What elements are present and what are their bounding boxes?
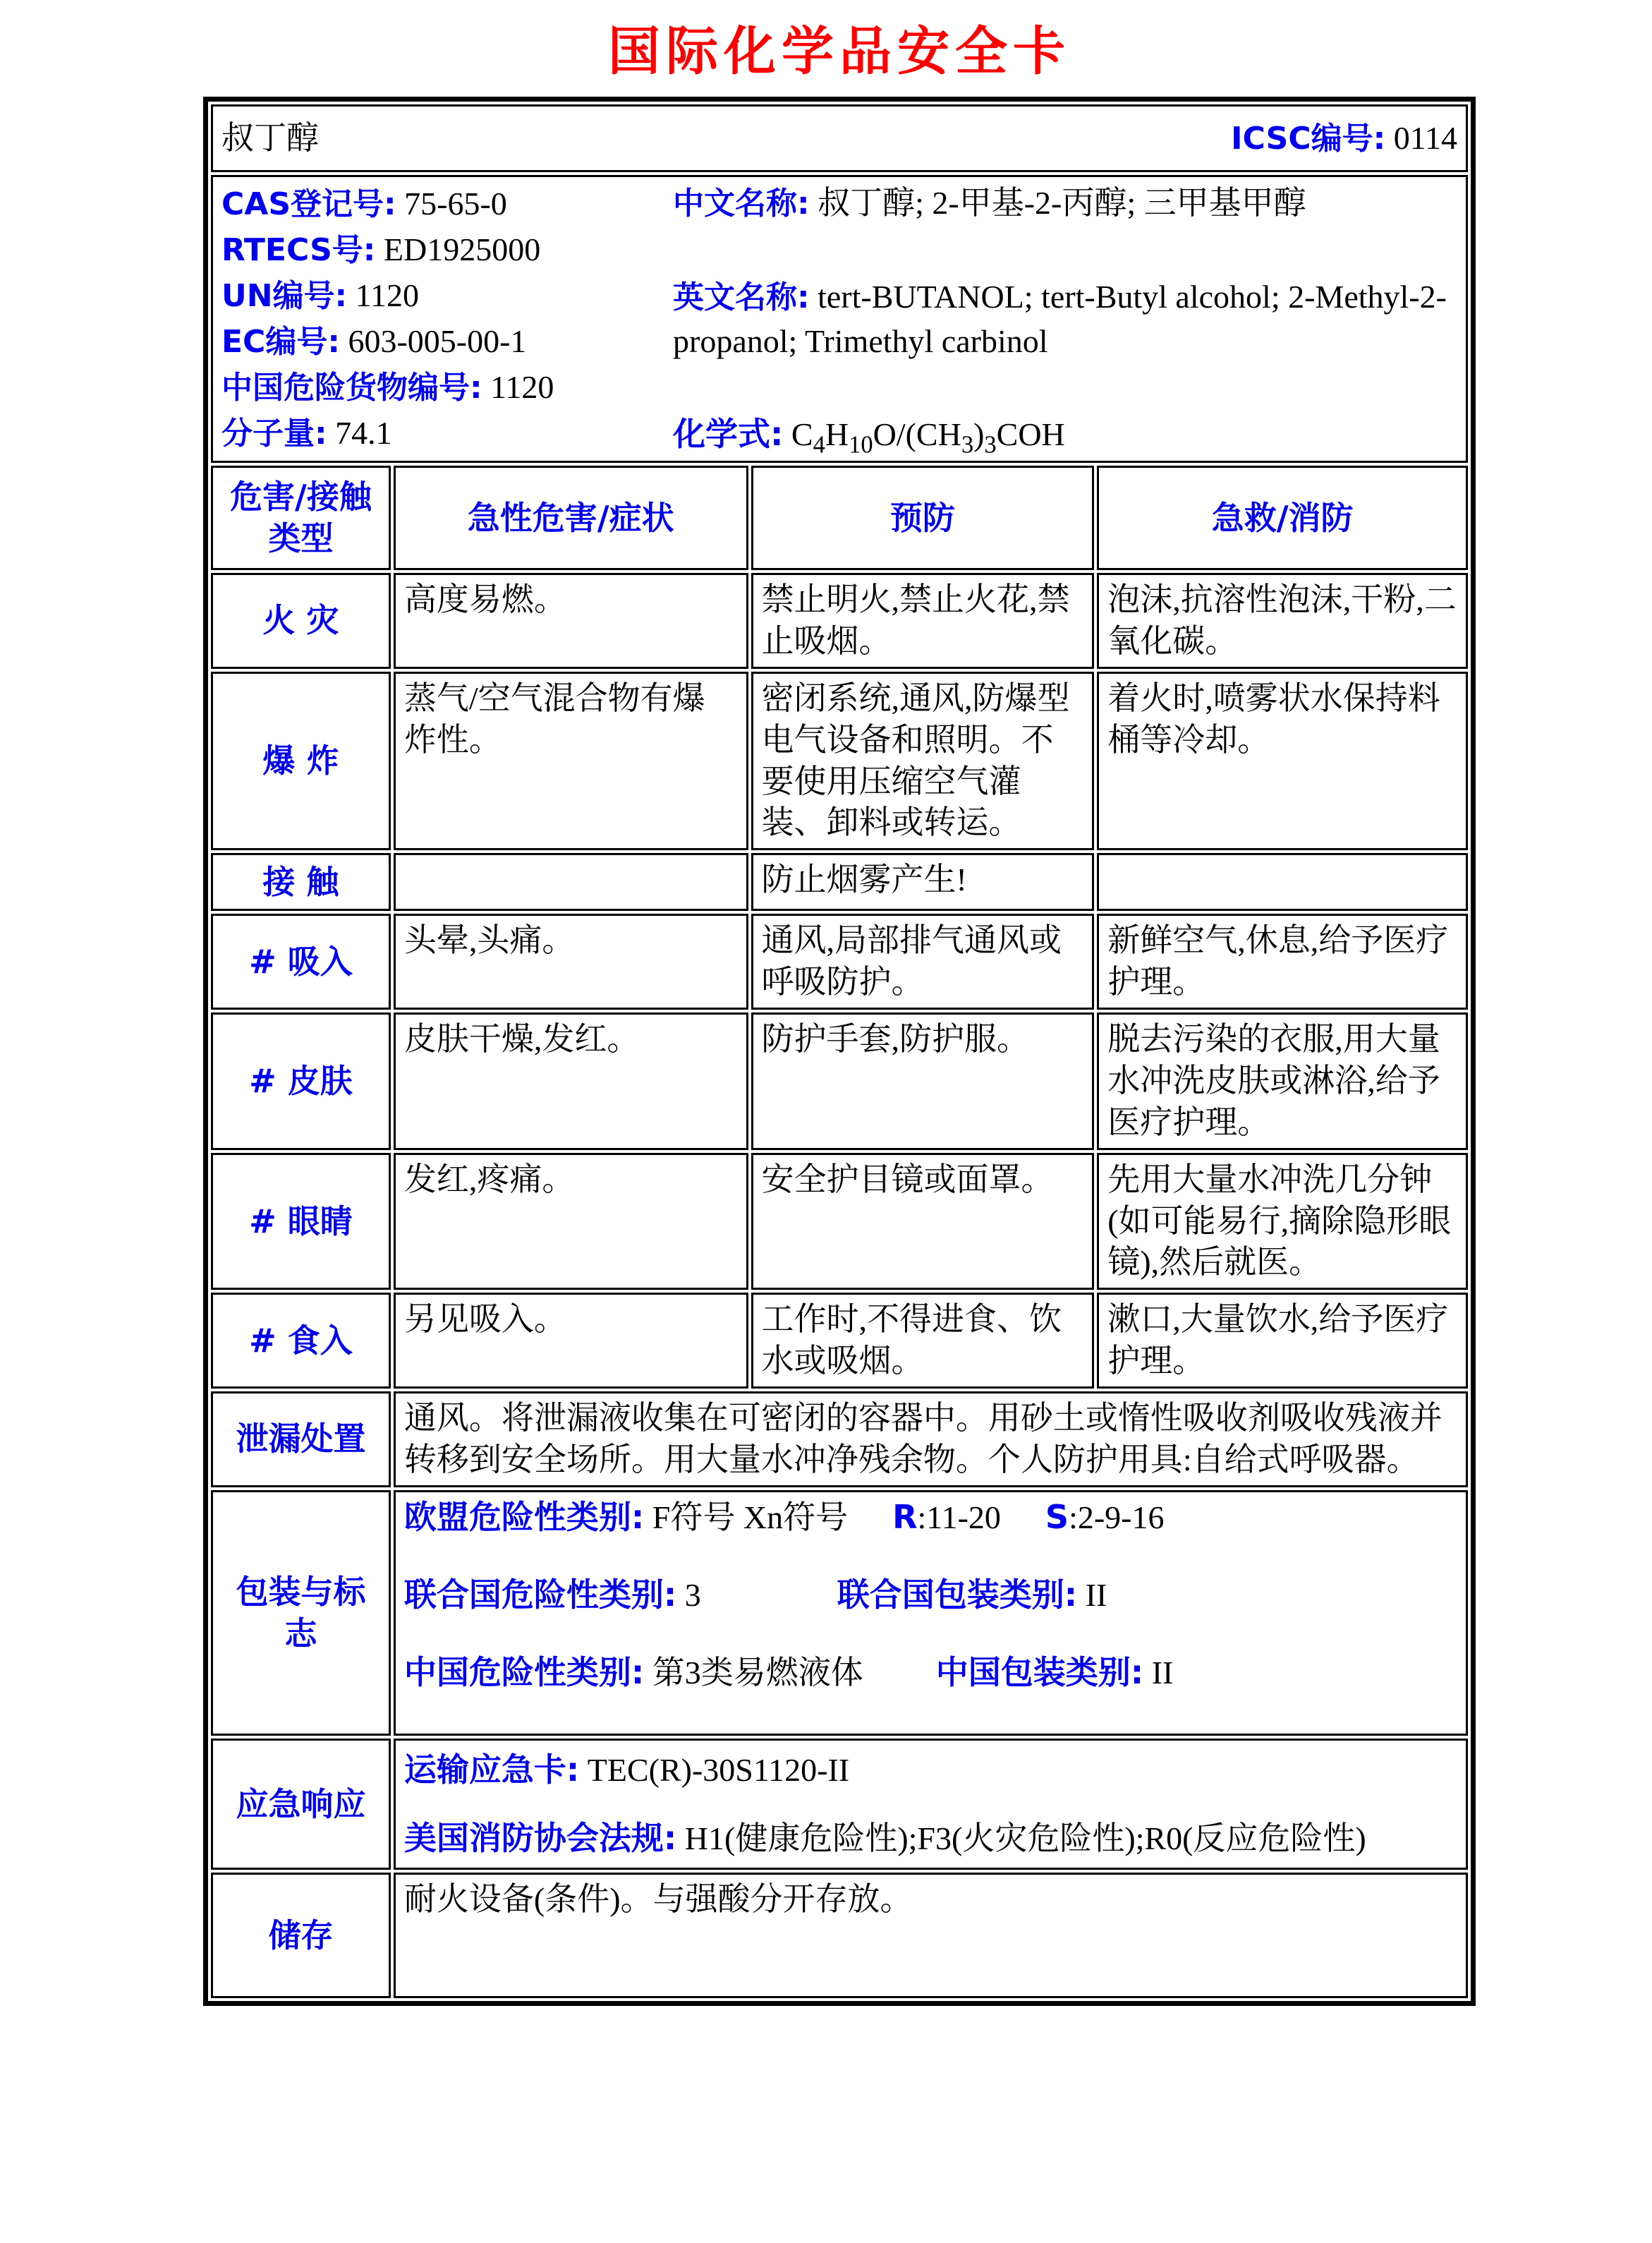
storage-row bbox=[211, 1873, 1468, 1998]
cn-class-line bbox=[404, 1652, 1457, 1694]
skin-symptoms: 皮肤干燥,发红。 bbox=[394, 1012, 748, 1150]
un-class-label: 联合国危险性类别: bbox=[403, 1575, 677, 1614]
rtecs-value: ED1925000 bbox=[383, 231, 541, 267]
inhalation-symptoms: 头晕,头痛。 bbox=[394, 914, 748, 1010]
eyes-label: # 眼睛 bbox=[211, 1153, 391, 1290]
icsc-number-value: 0114 bbox=[1393, 119, 1457, 156]
name-block bbox=[673, 181, 1457, 457]
nfpa-value: H1(健康危险性);F3(火灾危险性);R0(反应危险性) bbox=[684, 1820, 1366, 1857]
formula-line bbox=[673, 412, 1457, 457]
hazard-row-explosion bbox=[211, 672, 1468, 851]
emergency-content bbox=[394, 1739, 1468, 1870]
cn-dangerous-label: 中国危险货物编号: bbox=[221, 370, 482, 406]
fire-prevention: 禁止明火,禁止火花,禁止吸烟。 bbox=[751, 573, 1095, 669]
english-name-value: tert-BUTANOL; tert-Butyl alcohol; 2-Methyl-2-propanol; Trimethyl carbinol bbox=[673, 278, 1447, 359]
eu-class-label: 欧盟危险性类别: bbox=[403, 1497, 645, 1536]
tec-label: 运输应急卡: bbox=[403, 1750, 580, 1789]
spill-label: 泄漏处置 bbox=[211, 1391, 391, 1487]
contact-symptoms bbox=[394, 853, 748, 911]
spill-content: 通风。将泄漏液收集在可密闭的容器中。用砂土或惰性吸收剂吸收残液并转移到安全场所。用大量水冲净残余物。个人防护用具:自给式呼吸器。 bbox=[394, 1391, 1468, 1487]
hazard-row-eyes bbox=[211, 1153, 1468, 1290]
un-value: 1120 bbox=[355, 277, 419, 313]
explosion-symptoms: 蒸气/空气混合物有爆炸性。 bbox=[394, 672, 748, 851]
nfpa-line bbox=[404, 1813, 1457, 1863]
packaging-row bbox=[211, 1490, 1468, 1736]
s-phrase-value: :2-9-16 bbox=[1069, 1499, 1165, 1535]
hazard-type-header: 危害/接触 类型 bbox=[211, 466, 391, 570]
storage-label: 储存 bbox=[211, 1873, 391, 1998]
identifier-ec bbox=[221, 319, 673, 365]
un-class-line bbox=[404, 1574, 1457, 1616]
r-phrase-value: :11-20 bbox=[917, 1499, 1001, 1535]
chemical-name: 叔丁醇 bbox=[221, 119, 319, 156]
card-header-cell bbox=[211, 104, 1468, 172]
spill-row bbox=[211, 1391, 1468, 1487]
rtecs-label: RTECS号: bbox=[221, 232, 376, 268]
tec-value: TEC(R)-30S1120-II bbox=[587, 1751, 850, 1788]
molweight-value: 74.1 bbox=[335, 415, 392, 451]
contact-label: 接 触 bbox=[211, 853, 391, 911]
chinese-name-line bbox=[673, 181, 1457, 226]
cn-class-value: 第3类易燃液体 bbox=[652, 1654, 863, 1691]
ec-value: 603-005-00-1 bbox=[348, 323, 527, 359]
packaging-label: 包装与标志 bbox=[211, 1490, 391, 1736]
r-phrase-label: R bbox=[892, 1497, 918, 1536]
chemical-formula: $C_4H_{10}O/(CH_3)_3COH$ bbox=[791, 416, 1065, 459]
ec-label: EC编号: bbox=[221, 324, 340, 360]
icsc-card-table bbox=[203, 97, 1476, 2006]
eyes-symptoms: 发红,疼痛。 bbox=[394, 1153, 748, 1290]
firstaid-header: 急救/消防 bbox=[1097, 466, 1468, 570]
hazard-row-inhalation bbox=[211, 914, 1468, 1010]
hazard-header-row bbox=[211, 466, 1468, 570]
molweight-label: 分子量: bbox=[221, 416, 327, 452]
tec-line bbox=[404, 1745, 1457, 1795]
ingestion-firstaid: 漱口,大量饮水,给予医疗护理。 bbox=[1097, 1293, 1468, 1389]
emergency-row bbox=[211, 1739, 1468, 1870]
formula-label: 化学式: bbox=[673, 415, 784, 453]
icsc-number-label: ICSC编号: bbox=[1231, 120, 1386, 157]
nfpa-label: 美国消防协会法规: bbox=[403, 1819, 677, 1858]
skin-prevention: 防护手套,防护服。 bbox=[751, 1012, 1095, 1150]
un-label: UN编号: bbox=[221, 278, 348, 314]
fire-firstaid: 泡沫,抗溶性泡沫,干粉,二氧化碳。 bbox=[1097, 573, 1468, 669]
cas-value: 75-65-0 bbox=[404, 186, 507, 222]
hazard-row-ingestion bbox=[211, 1293, 1468, 1389]
cn-dangerous-value: 1120 bbox=[490, 369, 554, 405]
eyes-prevention: 安全护目镜或面罩。 bbox=[751, 1153, 1095, 1290]
identifier-un bbox=[221, 273, 673, 319]
prevention-header: 预防 bbox=[751, 466, 1095, 570]
cas-label: CAS登记号: bbox=[221, 186, 396, 222]
ingestion-label: # 食入 bbox=[211, 1293, 391, 1389]
english-name-label: 英文名称: bbox=[673, 279, 810, 315]
packaging-content bbox=[394, 1490, 1468, 1736]
contact-firstaid bbox=[1097, 853, 1468, 911]
un-pack-value: II bbox=[1085, 1576, 1107, 1613]
storage-content: 耐火设备(条件)。与强酸分开存放。 bbox=[394, 1873, 1468, 1998]
cn-class-label: 中国危险性类别: bbox=[403, 1652, 645, 1691]
s-phrase-label: S bbox=[1045, 1497, 1069, 1536]
ingestion-prevention: 工作时,不得进食、饮水或吸烟。 bbox=[751, 1293, 1095, 1389]
icsc-number bbox=[1231, 118, 1457, 159]
skin-label: # 皮肤 bbox=[211, 1012, 391, 1150]
explosion-firstaid: 着火时,喷雾状水保持料桶等冷却。 bbox=[1097, 672, 1468, 851]
identifier-list bbox=[221, 181, 673, 457]
english-name-line bbox=[673, 275, 1457, 363]
symptoms-header: 急性危害/症状 bbox=[394, 466, 748, 570]
un-class-value: 3 bbox=[684, 1576, 701, 1613]
identifier-rtecs bbox=[221, 227, 673, 273]
fire-label: 火 灾 bbox=[211, 573, 391, 669]
identifier-molweight bbox=[221, 411, 673, 457]
emergency-label: 应急响应 bbox=[211, 1739, 391, 1870]
inhalation-label: # 吸入 bbox=[211, 914, 391, 1010]
identifiers-row bbox=[211, 175, 1468, 463]
eyes-firstaid: 先用大量水冲洗几分钟(如可能易行,摘除隐形眼镜),然后就医。 bbox=[1097, 1153, 1468, 1290]
card-header-row bbox=[211, 104, 1468, 172]
hazard-row-contact bbox=[211, 853, 1468, 911]
fire-symptoms: 高度易燃。 bbox=[394, 573, 748, 669]
contact-prevention: 防止烟雾产生! bbox=[751, 853, 1095, 911]
identifier-cas bbox=[221, 181, 673, 227]
eu-hazard-line bbox=[404, 1497, 1457, 1539]
identifier-cn-dangerous bbox=[221, 365, 673, 411]
hazard-row-skin bbox=[211, 1012, 1468, 1150]
explosion-prevention: 密闭系统,通风,防爆型电气设备和照明。不要使用压缩空气灌装、卸料或转运。 bbox=[751, 672, 1095, 851]
page-title: 国际化学品安全卡 bbox=[608, 23, 1071, 81]
cn-pack-label: 中国包装类别: bbox=[935, 1652, 1144, 1691]
cn-pack-value: II bbox=[1151, 1654, 1174, 1691]
inhalation-prevention: 通风,局部排气通风或呼吸防护。 bbox=[751, 914, 1095, 1010]
chinese-name-label: 中文名称: bbox=[673, 186, 810, 222]
explosion-label: 爆 炸 bbox=[211, 672, 391, 851]
ingestion-symptoms: 另见吸入。 bbox=[394, 1293, 748, 1389]
eu-class-value: F符号 Xn符号 bbox=[652, 1499, 849, 1535]
hazard-row-fire bbox=[211, 573, 1468, 669]
chinese-name-value: 叔丁醇; 2-甲基-2-丙醇; 三甲基甲醇 bbox=[818, 185, 1306, 221]
inhalation-firstaid: 新鲜空气,休息,给予医疗护理。 bbox=[1097, 914, 1468, 1010]
skin-firstaid: 脱去污染的衣服,用大量水冲洗皮肤或淋浴,给予医疗护理。 bbox=[1097, 1012, 1468, 1150]
un-pack-label: 联合国包装类别: bbox=[837, 1575, 1078, 1614]
identifiers-cell bbox=[211, 175, 1468, 463]
